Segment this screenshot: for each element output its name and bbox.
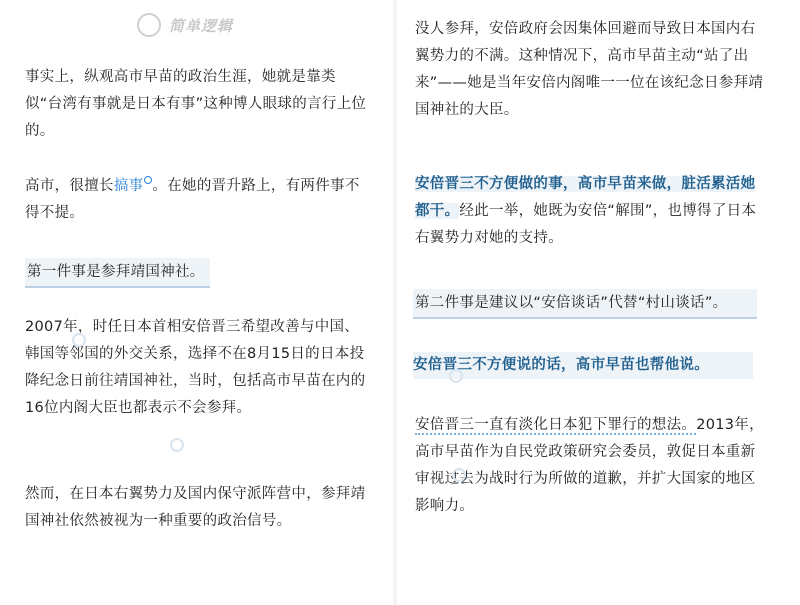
column-divider — [393, 0, 397, 605]
heading-second-thing: 第二件事是建议以“安倍谈话”代替“村山谈话”。 — [413, 289, 757, 319]
heading-first-thing: 第一件事是参拜靖国神社。 — [25, 258, 210, 288]
logo-circle-icon — [137, 13, 161, 37]
paragraph-however: 然而，在日本右翼势力及国内保守派阵营中，参拜靖国神社依然被视为一种重要的政治信号。 — [25, 486, 366, 529]
right-column — [400, 0, 800, 605]
paragraph-good-at-trouble — [25, 173, 370, 227]
paragraph-2007: 2007年，时任日本首相安倍晋三希望改善与中国、韩国等邻国的外交关系，选择不在8月15日的日本投降纪念日前往靖国神社，当时，包括高市早苗在内的16位内阁大臣也都表示不会参拜。 — [25, 319, 366, 416]
decorative-ring-icon — [72, 333, 86, 347]
text-pre: 高市，很擅长 — [25, 178, 114, 194]
paragraph-2013 — [415, 412, 767, 520]
paragraph-dirty-work — [415, 171, 767, 252]
emphasis-says-for-him-text: 安倍晋三不方便说的话，高市早苗也帮他说。 — [413, 357, 709, 373]
text-2013-rest: 2013年，高市早苗作为自民党政策研究会委员，敦促日本重新审视过去为战时行为所做的道歉，并扩大国家的地区影响力。 — [415, 417, 764, 514]
decorative-ring-icon — [449, 369, 463, 383]
logo-text: 简单逻辑 — [169, 16, 234, 35]
decorative-ring-icon — [452, 468, 466, 482]
emphasis-dirty-work: 安倍晋三不方便做的事，高市早苗来做，脏活累活她都干。 — [415, 176, 756, 219]
logo — [137, 10, 233, 40]
paragraph-nobody-visited: 没人参拜，安倍政府会因集体回避而导致日本国内右翼势力的不满。这种情况下，高市早苗主动“站了出来”——她是当年安倍内阁唯一一位在该纪念日参拜靖国神社的大臣。 — [415, 21, 764, 118]
left-column — [0, 0, 390, 605]
dotted-sentence: 安倍晋三一直有淡化日本犯下罪行的想法。 — [415, 417, 697, 433]
text-post: 。在她的晋升路上，有两件事不得不提。 — [25, 178, 360, 221]
paragraph-intro: 事实上，纵观高市早苗的政治生涯，她就是靠类似“台湾有事就是日本有事”这种博人眼球的言行上位的。 — [25, 69, 367, 139]
decorative-ring-icon — [170, 438, 184, 452]
text-dirty-work-rest: 经此一举，她既为安倍“解围”，也博得了日本右翼势力对她的支持。 — [415, 203, 757, 246]
link-gaoshi[interactable]: 搞事 — [113, 178, 144, 194]
emphasis-says-for-him — [413, 352, 753, 379]
